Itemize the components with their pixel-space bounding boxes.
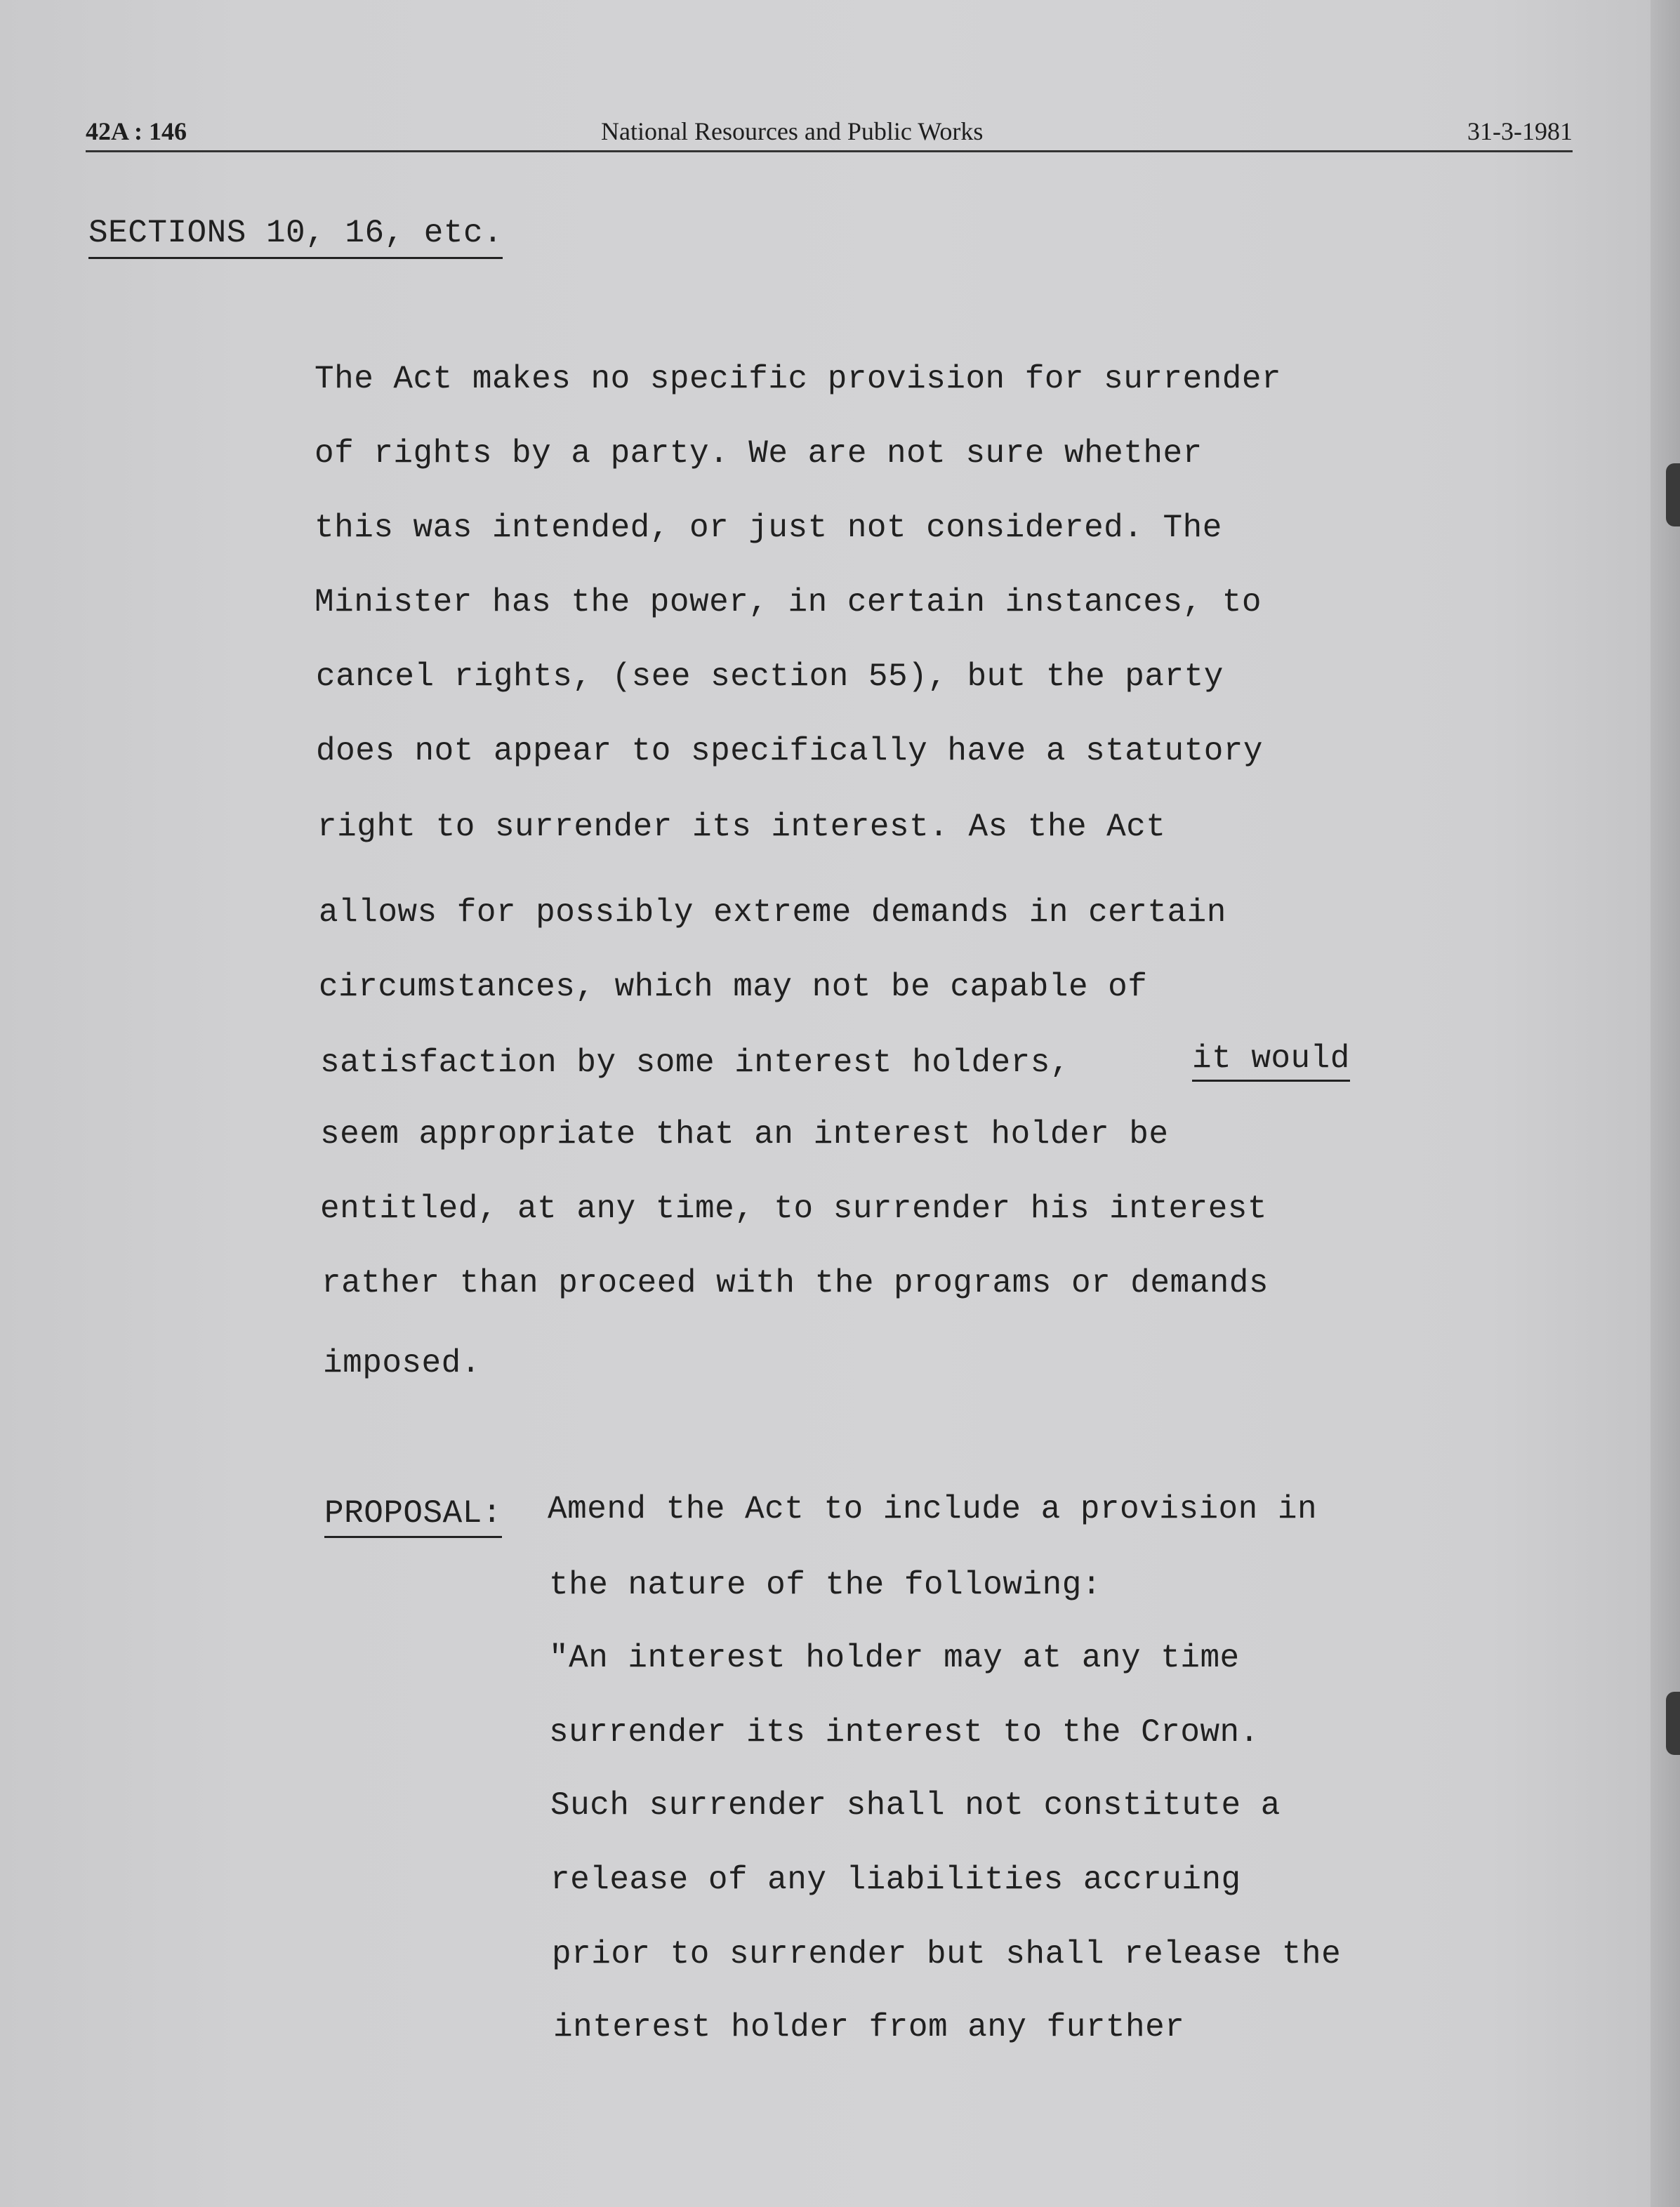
running-title: National Resources and Public Works	[601, 117, 984, 145]
body-line: right to surrender its interest. As the Act	[317, 809, 1166, 845]
body-line: of rights by a party. We are not sure whether	[315, 435, 1203, 472]
body-line: cancel rights, (see section 55), but the party	[316, 658, 1224, 695]
proposal-line: interest holder from any further	[553, 2009, 1185, 2046]
page-header	[86, 114, 1573, 152]
proposal-line: prior to surrender but shall release the	[552, 1936, 1342, 1973]
body-line: this was intended, or just not considered. The	[315, 510, 1222, 546]
body-line: satisfaction by some interest holders,	[320, 1045, 1070, 1081]
body-line: circumstances, which may not be capable of	[319, 969, 1148, 1005]
body-line: does not appear to specifically have a statutory	[316, 733, 1264, 769]
body-line: imposed.	[323, 1345, 481, 1381]
body-line: seem appropriate that an interest holder be	[320, 1116, 1169, 1153]
proposal-line: surrender its interest to the Crown.	[549, 1714, 1259, 1751]
proposal-intro: Amend the Act to include a provision in	[548, 1491, 1318, 1527]
proposal-label: PROPOSAL:	[324, 1495, 502, 1538]
body-line: Minister has the power, in certain instances, to	[315, 584, 1262, 621]
page-reference: 42A : 146	[86, 117, 187, 145]
body-line: entitled, at any time, to surrender his interest	[320, 1191, 1268, 1227]
section-heading: SECTIONS 10, 16, etc.	[88, 215, 503, 259]
body-line: rather than proceed with the programs or demands	[322, 1265, 1269, 1301]
binder-tab	[1666, 1692, 1680, 1755]
body-line: The Act makes no specific provision for surrender	[315, 361, 1282, 397]
binder-tab	[1666, 463, 1680, 526]
proposal-line: Such surrender shall not constitute a	[550, 1787, 1281, 1824]
underlined-phrase: it would	[1192, 1040, 1350, 1082]
proposal-line: the nature of the following:	[549, 1567, 1102, 1603]
body-line: allows for possibly extreme demands in certain	[319, 894, 1226, 931]
page-edge-shadow	[1651, 0, 1680, 2207]
header-date: 31-3-1981	[1467, 117, 1573, 145]
proposal-line: release of any liabilities accruing	[550, 1862, 1241, 1898]
proposal-line: "An interest holder may at any time	[549, 1640, 1240, 1676]
